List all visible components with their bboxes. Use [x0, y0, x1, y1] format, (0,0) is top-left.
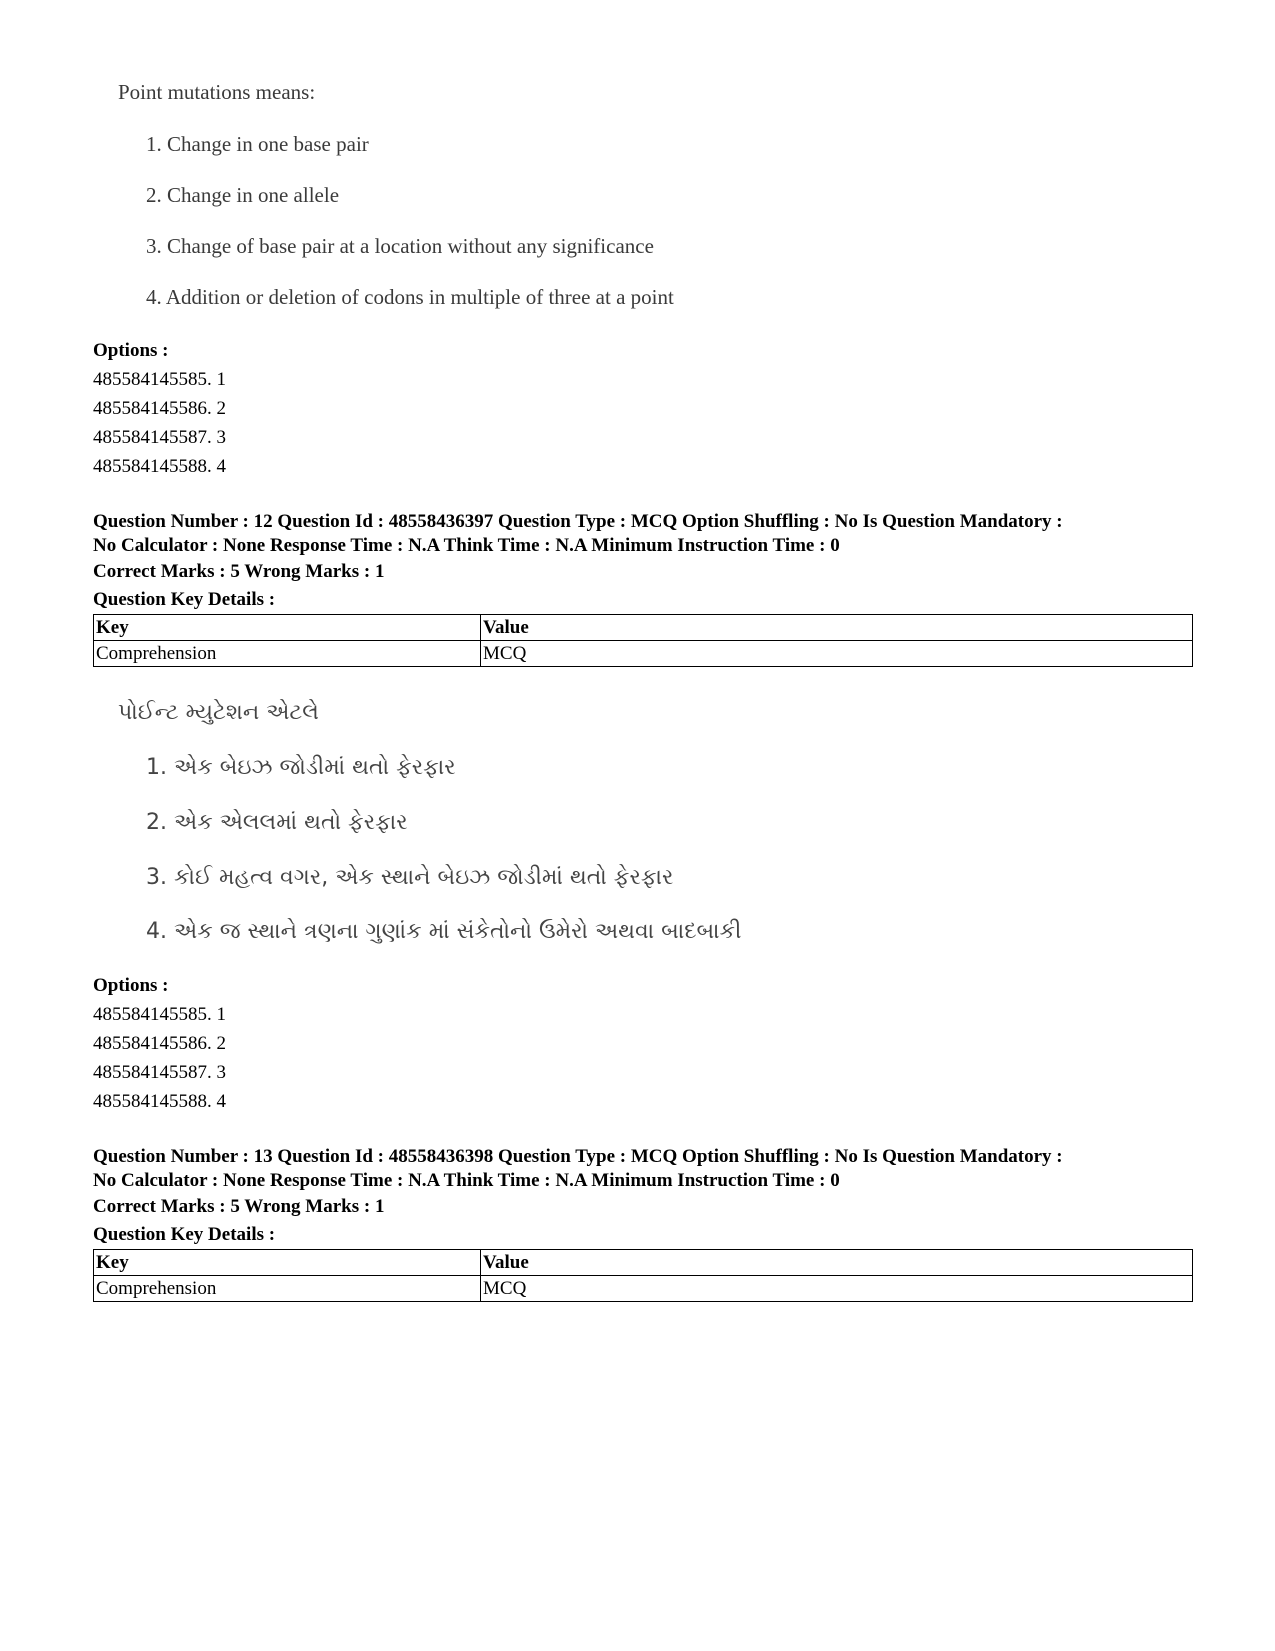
question-marks: Correct Marks : 5 Wrong Marks : 1 — [93, 1196, 385, 1217]
option-item: 485584145588. 4 — [93, 456, 226, 477]
options-heading: Options : — [93, 340, 169, 361]
table-cell-value: MCQ — [481, 1276, 1193, 1302]
question-stem: Point mutations means: — [118, 80, 316, 104]
option-item: 485584145586. 2 — [93, 1033, 226, 1054]
q11-question-image — [110, 78, 830, 318]
question-statement: 1. Change in one base pair — [146, 132, 369, 156]
table-header-key: Key — [94, 615, 481, 641]
question-key-details-label: Question Key Details : — [93, 589, 276, 610]
option-item: 485584145586. 2 — [93, 398, 226, 419]
question-key-table — [93, 614, 1193, 667]
question-marks: Correct Marks : 5 Wrong Marks : 1 — [93, 561, 385, 582]
table-row — [94, 641, 1193, 667]
table-header-row — [94, 615, 1193, 641]
table-row — [94, 1276, 1193, 1302]
table-header-value: Value — [481, 1250, 1193, 1276]
question-meta-line: No Calculator : None Response Time : N.A Think Time : N.A Minimum Instruction Time : 0 — [93, 535, 840, 556]
option-item: 485584145588. 4 — [93, 1091, 226, 1112]
options-heading: Options : — [93, 975, 169, 996]
question-meta-line: No Calculator : None Response Time : N.A Think Time : N.A Minimum Instruction Time : 0 — [93, 1170, 840, 1191]
option-item: 485584145585. 1 — [93, 369, 226, 390]
question-key-table — [93, 1249, 1193, 1302]
table-header-row — [94, 1250, 1193, 1276]
table-cell-key: Comprehension — [94, 1276, 481, 1302]
question-meta-line: Question Number : 13 Question Id : 48558436398 Question Type : MCQ Option Shuffling : No Is Question Mandatory : — [93, 1146, 1063, 1167]
question-meta-line: Question Number : 12 Question Id : 48558436397 Question Type : MCQ Option Shuffling : No Is Question Mandatory : — [93, 511, 1063, 532]
table-header-value: Value — [481, 615, 1193, 641]
question-statement: 2. Change in one allele — [146, 183, 340, 207]
question-statement: 2. એક એલલમાં થતો ફેરફાર — [146, 810, 408, 835]
table-header-key: Key — [94, 1250, 481, 1276]
q12-header — [93, 510, 1193, 667]
question-stem: પોઈન્ટ મ્યુટેશન એટલે — [118, 700, 319, 725]
option-item: 485584145587. 3 — [93, 1062, 226, 1083]
question-key-details-label: Question Key Details : — [93, 1224, 276, 1245]
q12-options — [93, 972, 1193, 1116]
question-statement: 4. Addition or deletion of codons in multiple of three at a point — [146, 285, 674, 309]
option-item: 485584145587. 3 — [93, 427, 226, 448]
question-statement: 3. કોઈ મહત્વ વગર, એક સ્થાને બેઇઝ જોડીમાં થતો ફેરફાર — [146, 865, 674, 890]
question-statement: 4. એક જ સ્થાને ત્રણના ગુણાંક માં સંકેતોનો ઉમેરો અથવા બાદબાકી — [146, 919, 742, 944]
question-statement: 3. Change of base pair at a location without any significance — [146, 234, 654, 258]
q11-options — [93, 337, 1193, 481]
table-cell-key: Comprehension — [94, 641, 481, 667]
question-statement: 1. એક બેઇઝ જોડીમાં થતો ફેરફાર — [146, 755, 456, 780]
q12-question-image — [110, 700, 810, 960]
table-cell-value: MCQ — [481, 641, 1193, 667]
option-item: 485584145585. 1 — [93, 1004, 226, 1025]
q13-header — [93, 1145, 1193, 1302]
